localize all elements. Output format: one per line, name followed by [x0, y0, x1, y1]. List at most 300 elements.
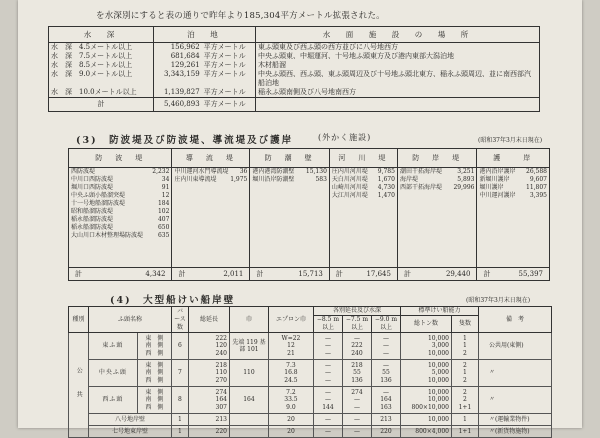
stack-cell	[188, 414, 229, 426]
section4-date-note: (昭和37年3月末日現在)	[466, 297, 531, 304]
depth-label: 水 深	[51, 88, 72, 96]
anchorage-row	[49, 70, 540, 88]
depth-label: 水 深	[51, 70, 72, 78]
quay-row	[69, 426, 552, 438]
stack-value: 西 側	[145, 376, 164, 384]
apron-note: 先端 119 基部 101	[232, 338, 266, 353]
breakwater-total	[172, 268, 250, 281]
total-value: 2,011	[223, 270, 244, 278]
width-cell	[229, 414, 268, 426]
stack-cell	[188, 426, 229, 438]
berth-count: 6	[171, 333, 188, 360]
stack-value: 3,000	[431, 342, 449, 350]
stack-value: 164	[380, 396, 392, 404]
area-value: 681,684	[154, 52, 202, 61]
breakwater-header: 導 流 堤	[172, 149, 250, 168]
stack-cell	[268, 333, 313, 360]
item-name: 海岸堤	[399, 176, 418, 183]
stack-cell	[400, 387, 451, 414]
stack-cell	[342, 333, 371, 360]
quay-row	[69, 360, 552, 387]
total-value: 4,342	[145, 270, 166, 278]
stack-value: 222	[351, 342, 363, 350]
stack-value: —	[324, 388, 331, 396]
item-length: 2,232	[152, 168, 170, 175]
stack-cell	[188, 387, 229, 414]
item-length: 1,975	[230, 176, 248, 183]
stack-cell	[188, 360, 229, 387]
stack-value: —	[324, 396, 331, 404]
total-label: 計	[483, 270, 491, 278]
stack-cell	[188, 333, 229, 360]
item-length: 4,730	[377, 184, 395, 191]
header-count: 隻数	[451, 316, 478, 333]
anchorage-row	[49, 52, 540, 61]
stack-value: 南 側	[145, 396, 164, 404]
stack-value: 274	[351, 388, 363, 396]
depth-label: 水 深	[51, 52, 72, 60]
location-text: 稲永ふ頭南側及び八号地南西方	[256, 88, 540, 98]
header-depth-group: 各別延長及び水深	[313, 307, 400, 316]
stack-value: 12	[287, 342, 295, 350]
stack-value: —	[382, 334, 389, 342]
breakwater-column	[397, 168, 477, 268]
depth-value: 7.5メートル以上	[79, 52, 133, 60]
quay-name: 東ふ頭	[89, 333, 138, 360]
stack-cell	[137, 333, 171, 360]
item-length: 3,395	[529, 192, 547, 199]
breakwater-item	[332, 168, 395, 176]
item-length: 1,470	[377, 192, 395, 199]
item-length: 34	[161, 176, 170, 183]
area-value: 1,139,827	[154, 88, 202, 98]
stack-value: 800×10,000	[411, 403, 449, 411]
area-unit: 平方メートル	[203, 43, 246, 51]
quay-name: 西ふ頭	[89, 387, 138, 414]
stack-value: 1	[463, 342, 467, 350]
stack-value: 240	[351, 349, 363, 357]
breakwater-item	[332, 192, 395, 200]
breakwater-item	[71, 216, 169, 224]
depth-value: 9.0メートル以上	[79, 70, 133, 78]
item-name: 稲永船溜防波堤	[71, 224, 114, 231]
breakwater-header: 防 波 堤	[69, 149, 172, 168]
area-value: 156,962	[154, 43, 202, 53]
stack-value: 222	[215, 334, 227, 342]
item-name: 庄内川東導流堤	[174, 176, 217, 183]
stack-cell	[313, 360, 342, 387]
stack-cell	[371, 387, 400, 414]
total-value: 5,460,893	[154, 98, 202, 112]
breakwater-item	[174, 176, 247, 184]
stack-cell	[371, 426, 400, 438]
berth-count: 1	[171, 426, 188, 438]
stack-value: 西 側	[145, 349, 164, 357]
breakwater-item	[479, 168, 547, 176]
stack-cell	[313, 414, 342, 426]
stack-cell	[371, 360, 400, 387]
stack-cell	[313, 333, 342, 360]
quay-name: 八号地岸壁	[89, 414, 172, 426]
location-text: 東ふ頭東及び西ふ頭の西方並びに八号地西方	[256, 43, 540, 53]
stack-value: 2	[463, 361, 467, 369]
stack-value: 1	[463, 415, 467, 423]
breakwater-column	[329, 168, 397, 268]
quay-row	[69, 333, 552, 360]
width-cell	[229, 387, 268, 414]
item-length: 15,130	[305, 168, 327, 175]
breakwater-item	[71, 224, 169, 232]
stack-value: 5,000	[431, 369, 449, 377]
stack-value: —	[382, 388, 389, 396]
item-name: 大山川口木材整理場防波堤	[71, 232, 144, 239]
item-length: 26,588	[526, 168, 547, 175]
stack-value: 10,000	[427, 415, 449, 423]
area-value: 129,261	[154, 61, 202, 70]
stack-value: 55	[382, 369, 390, 377]
stack-value: 1+1	[458, 427, 472, 435]
stack-value: 南 側	[145, 342, 164, 350]
stack-value: 2	[463, 396, 467, 404]
intro-text: を水深別にすると表の通りで昨年より185,304平方メートル拡張された。	[96, 11, 385, 21]
stack-value: —	[353, 396, 360, 404]
stack-value: 1+1	[458, 403, 472, 411]
stack-value: —	[324, 369, 331, 377]
remarks: 〃	[478, 360, 551, 387]
stack-value: 220	[215, 427, 227, 435]
stack-cell	[313, 426, 342, 438]
breakwater-item	[71, 168, 169, 176]
stack-value: —	[324, 342, 331, 350]
stack-value: —	[324, 361, 331, 369]
item-name: 中川運河護岸	[479, 192, 516, 199]
berth-count: 1	[171, 414, 188, 426]
quay-row	[69, 414, 552, 426]
total-empty	[256, 98, 540, 112]
section3-date-note: (昭和37年3月末日現在)	[478, 137, 543, 144]
area-unit: 平方メートル	[203, 70, 246, 78]
width-cell	[229, 426, 268, 438]
area-unit: 平方メートル	[203, 88, 246, 96]
stack-cell	[313, 387, 342, 414]
header-depth: 水 深	[49, 27, 154, 43]
stack-value: 7.2	[286, 388, 296, 396]
stack-value: 213	[215, 415, 227, 423]
width-value: 164	[243, 396, 255, 404]
remarks: 公共用(東側)	[478, 333, 551, 360]
stack-value: 1	[463, 334, 467, 342]
item-length: 650	[157, 224, 170, 231]
stack-value: 55	[353, 369, 361, 377]
breakwater-column	[250, 168, 330, 268]
stack-value: —	[353, 427, 360, 435]
depth-value: 8.5メートル以上	[79, 61, 133, 69]
stack-cell	[268, 426, 313, 438]
item-name: 潮田干拓海岸堤	[399, 168, 442, 175]
anchorage-row	[49, 88, 540, 98]
stack-value: 307	[215, 403, 227, 411]
header-berth: バース数	[171, 307, 188, 333]
stack-cell	[400, 333, 451, 360]
remarks: 〃(新貨物施物)	[478, 426, 551, 438]
stack-cell	[400, 426, 451, 438]
stack-value: 270	[215, 376, 227, 384]
breakwater-total	[397, 268, 477, 281]
item-name: 西防波堤	[71, 168, 96, 175]
breakwater-header: 護 岸	[477, 149, 550, 168]
header-tonnage: 総トン数	[400, 316, 451, 333]
anchorage-row	[49, 61, 540, 70]
header-kind: 種別	[69, 307, 89, 333]
breakwater-column	[69, 168, 172, 268]
depth-label: 水 深	[51, 43, 72, 51]
item-name: 山崎川河川堤	[331, 184, 368, 191]
header-location: 水 面 施 設 の 場 所	[256, 27, 540, 43]
stack-value: 218	[215, 361, 227, 369]
quay-row	[69, 387, 552, 414]
width-value: 110	[243, 369, 255, 377]
stack-cell	[371, 333, 400, 360]
breakwater-item	[400, 168, 475, 176]
stack-cell	[268, 387, 313, 414]
header-depth-3: −9.0 m以上	[371, 316, 400, 333]
item-name: 中川運河水門導流堤	[174, 168, 229, 175]
stack-cell	[137, 360, 171, 387]
breakwater-item	[71, 176, 169, 184]
stack-value: 163	[380, 403, 392, 411]
item-name: 西部干拓海岸堤	[399, 184, 442, 191]
stack-value: —	[382, 361, 389, 369]
stack-value: 10,000	[427, 349, 449, 357]
stack-cell	[400, 360, 451, 387]
item-name: 大江川河川堤	[331, 192, 368, 199]
stack-cell	[451, 360, 478, 387]
width-cell	[229, 360, 268, 387]
stack-value: 1	[463, 369, 467, 377]
item-length: 12	[161, 192, 170, 199]
header-apron: エプロン巾	[268, 307, 313, 333]
breakwater-item	[400, 176, 475, 184]
item-name: 中央ふ頭小船溜突堤	[71, 192, 126, 199]
stack-value: W=22	[281, 334, 301, 342]
stack-value: 9.0	[286, 403, 296, 411]
stack-value: 10,000	[427, 334, 449, 342]
depth-cell	[49, 88, 154, 98]
stack-cell	[451, 387, 478, 414]
item-name: 堀川口西防波堤	[71, 184, 114, 191]
stack-value: 20	[287, 415, 295, 423]
stack-value: 東 側	[145, 388, 164, 396]
stack-value: 21	[287, 349, 295, 357]
breakwater-item	[252, 168, 327, 176]
anchorage-total-row	[49, 98, 540, 112]
breakwater-item	[71, 208, 169, 216]
stack-value: 10,000	[427, 388, 449, 396]
depth-cell	[49, 70, 154, 88]
header-anchorage: 泊 地	[154, 27, 256, 43]
item-name: 堀川護岸	[479, 184, 504, 191]
stack-value: 136	[380, 376, 392, 384]
area-value: 3,343,159	[154, 70, 202, 88]
depth-label: 水 深	[51, 61, 72, 69]
section4-title: (4) 大型船けい船岸壁	[110, 295, 236, 306]
breakwater-header: 河 川 堤	[329, 149, 397, 168]
item-length: 91	[161, 184, 170, 191]
depth-cell	[49, 43, 154, 53]
item-length: 635	[157, 232, 170, 239]
stack-cell	[451, 426, 478, 438]
item-name: 昭和船溜防波堤	[71, 208, 114, 215]
stack-value: —	[324, 427, 331, 435]
stack-value: 10,000	[427, 396, 449, 404]
item-length: 1,670	[377, 176, 395, 183]
stack-value: —	[382, 349, 389, 357]
stack-value: 10,000	[427, 361, 449, 369]
item-name: 堀川沿岸防潮壁	[252, 176, 295, 183]
stack-cell	[342, 360, 371, 387]
header-name: ふ頭名称	[89, 307, 172, 333]
total-label: 計	[256, 270, 264, 278]
stack-value: 7.3	[286, 361, 296, 369]
remarks: 〃(運輸業物件)	[478, 414, 551, 426]
stack-value: 213	[380, 415, 392, 423]
item-length: 36	[239, 168, 248, 175]
stack-value: 24.5	[284, 376, 298, 384]
breakwater-total	[69, 268, 172, 281]
header-depth-1: −8.5 m以上	[313, 316, 342, 333]
header-remarks: 備 考	[478, 307, 551, 333]
breakwater-item	[479, 192, 547, 200]
total-value: 55,397	[518, 270, 543, 278]
breakwater-total	[250, 268, 330, 281]
item-length: 29,996	[453, 184, 475, 191]
depth-cell	[49, 61, 154, 70]
location-text: 中央ふ頭西、西ふ頭、東ふ頭周辺及び十号地ふ頭北東方、稲永ふ頭周辺、並に南西部汽船泊地	[256, 70, 540, 88]
item-length: 583	[315, 176, 327, 183]
area-unit: 平方メートル	[203, 52, 246, 60]
item-name: 稲永船溜防波堤	[71, 216, 114, 223]
anchorage-table	[48, 26, 540, 112]
stack-value: 東 側	[145, 361, 164, 369]
stack-value: 120	[215, 342, 227, 350]
breakwater-total	[329, 268, 397, 281]
stack-cell	[137, 387, 171, 414]
stack-value: —	[353, 334, 360, 342]
stack-value: 20	[287, 427, 295, 435]
stack-cell	[268, 414, 313, 426]
item-length: 9,785	[377, 168, 395, 175]
stack-value: —	[324, 334, 331, 342]
kind-label: 公 共	[69, 333, 89, 438]
total-label: 計	[49, 98, 154, 112]
total-value: 29,440	[445, 270, 471, 278]
anchorage-row	[49, 43, 540, 53]
total-value: 17,645	[366, 270, 391, 278]
stack-value: 110	[215, 369, 227, 377]
item-length: 102	[157, 208, 170, 215]
total-value: 15,713	[298, 270, 323, 278]
item-name: 十一号地船溜防波堤	[71, 200, 126, 207]
stack-value: —	[353, 415, 360, 423]
stack-value: 16.8	[284, 369, 298, 377]
breakwater-item	[71, 192, 169, 200]
breakwater-header: 防 潮 壁	[250, 149, 330, 168]
stack-value: 220	[380, 427, 392, 435]
breakwater-total	[477, 268, 550, 281]
stack-value: 2	[463, 376, 467, 384]
stack-value: 136	[351, 376, 363, 384]
breakwater-header: 防 岸 堤	[397, 149, 477, 168]
stack-value: —	[382, 342, 389, 350]
stack-cell	[342, 414, 371, 426]
item-name: 港内港湾防潮壁	[252, 168, 295, 175]
stack-value: 164	[215, 396, 227, 404]
breakwater-item	[479, 184, 547, 192]
stack-cell	[342, 387, 371, 414]
stack-cell	[268, 360, 313, 387]
item-name: 庄内川河川堤	[331, 168, 368, 175]
location-text: 木材船溜	[256, 61, 540, 70]
breakwater-item	[71, 200, 169, 208]
item-length: 11,807	[526, 184, 547, 191]
total-label: 計	[403, 270, 411, 278]
stack-value: —	[324, 376, 331, 384]
breakwater-item	[332, 184, 395, 192]
area-unit: 平方メートル	[203, 61, 246, 69]
stack-value: —	[324, 415, 331, 423]
item-length: 5,893	[457, 176, 475, 183]
quay-name: 七号地東岸壁	[89, 426, 172, 438]
item-name: 港内沿岸護岸	[479, 168, 516, 175]
breakwater-item	[400, 184, 475, 192]
stack-value: 218	[351, 361, 363, 369]
header-total-length: 総延長	[188, 307, 229, 333]
item-name: 中川口西防波堤	[71, 176, 114, 183]
stack-value: 2	[463, 388, 467, 396]
stack-value: —	[353, 403, 360, 411]
berth-count: 8	[171, 387, 188, 414]
item-length: 3,251	[457, 168, 475, 175]
stack-value: 33.5	[284, 396, 298, 404]
breakwater-item	[479, 176, 547, 184]
stack-value: 西 側	[145, 403, 164, 411]
stack-cell	[400, 414, 451, 426]
stack-value: 144	[322, 403, 334, 411]
stack-value: 10,000	[427, 376, 449, 384]
header-depth-2: −7.5 m以上	[342, 316, 371, 333]
breakwater-column	[172, 168, 250, 268]
header-capacity-group: 標準けい船能力	[400, 307, 478, 316]
breakwater-table	[68, 148, 550, 281]
breakwater-column	[477, 168, 550, 268]
total-label: 計	[335, 270, 343, 278]
stack-value: —	[324, 349, 331, 357]
header-width: 巾	[229, 307, 268, 333]
stack-value: 800×4,000	[415, 427, 449, 435]
stack-value: 240	[215, 349, 227, 357]
item-name: 新堀川護岸	[479, 176, 510, 183]
width-cell	[229, 333, 268, 360]
stack-cell	[451, 333, 478, 360]
total-label: 計	[178, 270, 186, 278]
total-label: 計	[75, 270, 82, 278]
stack-value: 南 側	[145, 369, 164, 377]
section3-title: (3) 防波堤及び防波堤、導流堤及び護岸	[76, 135, 294, 146]
stack-value: 274	[215, 388, 227, 396]
breakwater-item	[252, 176, 327, 184]
item-name: 天白川河川堤	[331, 176, 368, 183]
item-length: 9,607	[529, 176, 547, 183]
